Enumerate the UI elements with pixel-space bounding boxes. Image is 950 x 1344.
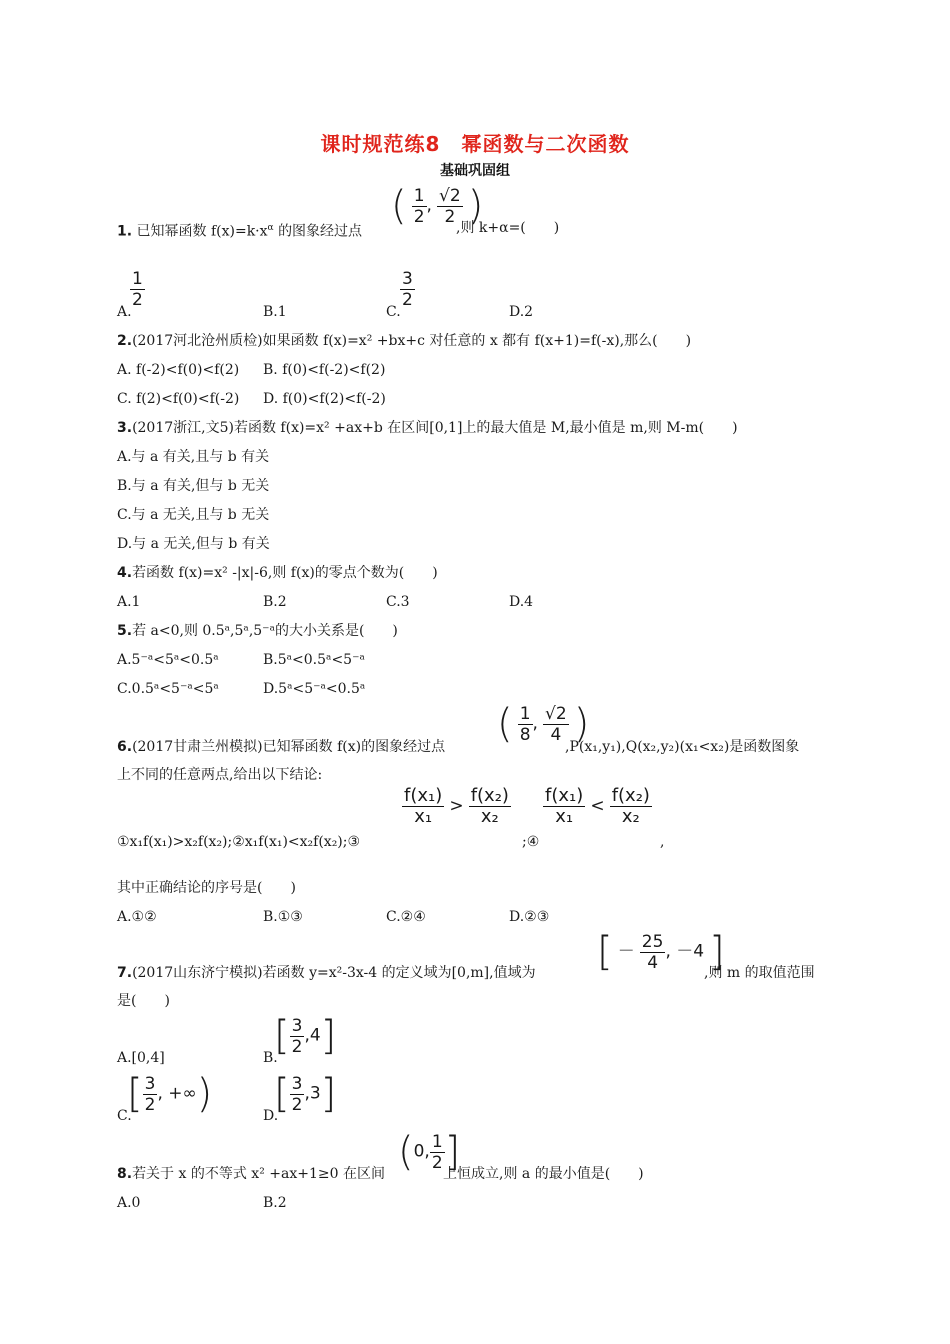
separator: ;④ xyxy=(522,834,540,850)
section-subtitle: 基础巩固组 xyxy=(440,163,510,179)
option-d-interval: [ $\frac{3}{2}$ ,3] xyxy=(274,1071,337,1117)
option-d: D.与 a 无关,但与 b 有关 xyxy=(117,536,270,552)
question-8-stem: 8.若关于 x 的不等式 x² +ax+1≥0 在区间 xyxy=(117,1166,385,1182)
option-d: D.4 xyxy=(509,594,534,610)
stem-end: ,则 m 的取值范围 xyxy=(704,965,815,981)
option-c: C. f(2)<f(0)<f(-2) xyxy=(117,391,240,407)
option-b-interval: [ $\frac{3}{2}$ ,4] xyxy=(274,1013,337,1059)
option-d: D.2 xyxy=(509,304,534,320)
stem-text: 已知幂函数 f(x)=k·x xyxy=(136,223,268,240)
fraction: $\frac{1}{2}$ xyxy=(413,185,425,227)
tail: , xyxy=(660,834,665,850)
left-paren: ( xyxy=(391,183,407,229)
option-c: C.与 a 无关,且与 b 无关 xyxy=(117,507,270,523)
question-6-stem: 6.(2017甘肃兰州模拟)已知幂函数 f(x)的图象经过点 xyxy=(117,739,446,755)
fraction: $\frac{√2}{2}$ xyxy=(439,185,461,227)
option-a-fraction: $\frac{1}{2}$ xyxy=(132,269,143,310)
option-b: B.2 xyxy=(263,594,287,610)
option-a: A.0 xyxy=(117,1195,141,1211)
question-1-stem xyxy=(117,218,362,242)
question-5-stem: 5.若 a<0,则 0.5ᵃ,5ᵃ,5⁻ᵃ的大小关系是( ) xyxy=(117,623,398,639)
option-b: B.与 a 有关,但与 b 无关 xyxy=(117,478,270,494)
range-interval: [ － $\frac{25}{4}$ , －4 ] xyxy=(597,929,725,975)
option-a: A. f(-2)<f(0)<f(2) xyxy=(117,362,240,378)
option-c-interval: [ $\frac{3}{2}$ , +∞) xyxy=(127,1071,213,1117)
stem-end: ,P(x₁,y₁),Q(x₂,y₂)(x₁<x₂)是函数图象 xyxy=(565,739,800,755)
fraction-inequality-3: $\frac{\text{f(x₁)}}{\text{x₁}}$ > $\frac{\text{f(x₂)}}{\text{x₂}}$ xyxy=(404,785,509,827)
option-a: A.①② xyxy=(117,909,157,925)
question-6-ask: 其中正确结论的序号是( ) xyxy=(117,880,296,896)
option-b-label: B. xyxy=(263,1050,278,1066)
question-number: 1. xyxy=(117,223,133,240)
interval: (0, $\frac{1}{2}$ ] xyxy=(398,1129,461,1175)
question-7-stem: 7.(2017山东济宁模拟)若函数 y=x²-3x-4 的定义域为[0,m],值域为 xyxy=(117,965,536,981)
conclusions-text: ①x₁f(x₁)>x₂f(x₂);②x₁f(x₁)<x₂f(x₂);③ xyxy=(117,834,361,850)
option-c: C.②④ xyxy=(386,909,426,925)
option-b: B.①③ xyxy=(263,909,303,925)
option-d: D. f(0)<f(2)<f(-2) xyxy=(263,391,386,407)
option-d: D.②③ xyxy=(509,909,550,925)
point-coordinates: ( $\frac{1}{2}$ , $\frac{√2}{2}$ ) xyxy=(391,183,484,229)
question-3-stem: 3.(2017浙江,文5)若函数 f(x)=x² +ax+b 在区间[0,1]上的最大值是 M,最小值是 m,则 M-m( ) xyxy=(117,420,738,436)
option-a: A.5⁻ᵃ<5ᵃ<0.5ᵃ xyxy=(117,652,219,668)
option-a: A.[0,4] xyxy=(117,1050,165,1066)
option-c: C.3 xyxy=(386,594,410,610)
option-c-label: C. xyxy=(117,1108,132,1124)
option-a-label: A. xyxy=(117,304,132,320)
option-c-fraction: $\frac{3}{2}$ xyxy=(402,269,413,310)
option-b: B. f(0)<f(-2)<f(2) xyxy=(263,362,386,378)
option-b: B.2 xyxy=(263,1195,287,1211)
option-d: D.5ᵃ<5⁻ᵃ<0.5ᵃ xyxy=(263,681,366,697)
stem-text-mid: 的图象经过点 xyxy=(278,223,363,240)
option-d-label: D. xyxy=(263,1108,279,1124)
option-b: B.5ᵃ<0.5ᵃ<5⁻ᵃ xyxy=(263,652,365,668)
option-c-label: C. xyxy=(386,304,401,320)
option-a: A.与 a 有关,且与 b 有关 xyxy=(117,449,270,465)
exponent: α xyxy=(267,223,274,233)
stem-line-2: 是( ) xyxy=(117,993,170,1009)
option-c: C.0.5ᵃ<5⁻ᵃ<5ᵃ xyxy=(117,681,219,697)
question-4-stem: 4.若函数 f(x)=x² -|x|-6,则 f(x)的零点个数为( ) xyxy=(117,565,438,581)
stem-end: 上恒成立,则 a 的最小值是( ) xyxy=(443,1166,644,1182)
point-coordinates: ( $\frac{1}{8}$ , $\frac{√2}{4}$ ) xyxy=(497,701,590,747)
option-a: A.1 xyxy=(117,594,141,610)
option-b: B.1 xyxy=(263,304,287,320)
right-paren: ) xyxy=(467,183,484,229)
page-title: 课时规范练8 幂函数与二次函数 xyxy=(320,132,630,156)
stem-end: ,则 k+α=( ) xyxy=(456,220,560,236)
fraction-inequality-4: $\frac{\text{f(x₁)}}{\text{x₁}}$ < $\frac{\text{f(x₂)}}{\text{x₂}}$ xyxy=(545,785,650,827)
stem-line-2: 上不同的任意两点,给出以下结论: xyxy=(117,767,323,783)
question-2-stem: 2.(2017河北沧州质检)如果函数 f(x)=x² +bx+c 对任意的 x 都有 f(x+1)=f(-x),那么( ) xyxy=(117,333,692,349)
